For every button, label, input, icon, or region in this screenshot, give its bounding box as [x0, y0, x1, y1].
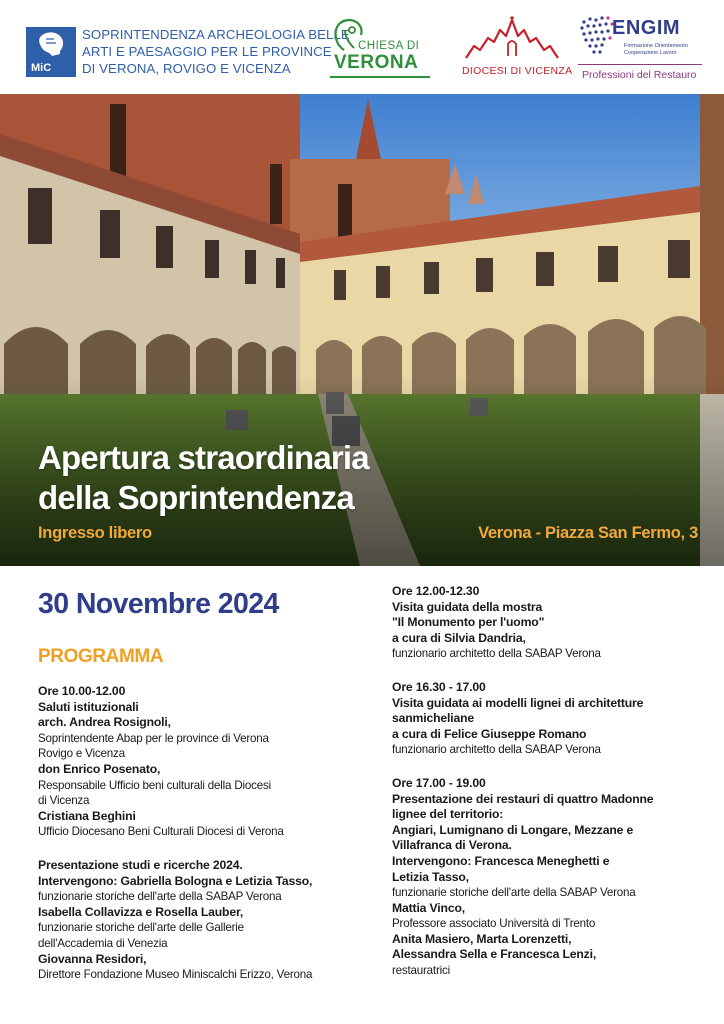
program-line-bold: Intervengono: Gabriella Bologna e Letizia Tasso, [38, 873, 313, 888]
program-line-bold: Isabella Collavizza e Rosella Lauber, [38, 904, 244, 919]
diocesi-vicenza-logo-icon [460, 16, 564, 62]
engim-subtitle: Cooperazione Lavoro [624, 50, 677, 56]
section-gap [38, 840, 368, 858]
chiesa-small-text: CHIESA DI [358, 40, 420, 52]
chiesa-underline [330, 76, 430, 78]
section-gap [392, 662, 712, 680]
program-line-detail: Ufficio Diocesano Beni Culturali Diocesi di Verona [38, 825, 284, 839]
engim-divider [578, 64, 702, 65]
sabap-line: DI VERONA, ROVIGO E VICENZA [82, 61, 291, 76]
program-line-bold: don Enrico Posenato, [38, 761, 161, 776]
event-location: Verona - Piazza San Fermo, 3 [478, 524, 698, 542]
program-line-bold: lignee del territorio: [392, 807, 504, 822]
program-line-bold: Intervengono: Francesca Meneghetti e [392, 853, 610, 868]
program-line-bold: Saluti istituzionali [38, 699, 139, 714]
program-line-detail: restauratrici [392, 964, 450, 978]
program-line-detail: di Vicenza [38, 794, 90, 808]
program-line-detail: Responsabile Ufficio beni culturali della Diocesi [38, 778, 271, 792]
program-line-detail: funzionarie storiche dell'arte delle Gallerie [38, 921, 244, 935]
program-line-bold: Ore 16.30 - 17.00 [392, 679, 486, 694]
program-line-detail: funzionarie storiche dell'arte della SABAP Verona [38, 890, 282, 904]
diocesi-text: DIOCESI DI VICENZA [462, 65, 573, 77]
sabap-name [82, 26, 350, 77]
event-date: 30 Novembre 2024 [38, 588, 279, 620]
program-line-detail: Soprintendente Abap per le province di Verona [38, 731, 269, 745]
program-line-bold: Letizia Tasso, [392, 869, 469, 884]
program-line-bold: Angiari, Lumignano di Longare, Mezzane e [392, 822, 634, 837]
hero-photo [0, 94, 724, 566]
program-line-bold: Visita guidata ai modelli lignei di architetture [392, 695, 644, 710]
engim-subtitle: Formazione Orientamento [624, 43, 688, 49]
ingresso-libero: Ingresso libero [38, 524, 152, 542]
engim-title: ENGIM [612, 17, 681, 39]
program-line-bold: Cristiana Beghini [38, 808, 136, 823]
mic-logo [26, 27, 76, 77]
program-line-detail: funzionario architetto della SABAP Verona [392, 647, 601, 661]
sabap-line: SOPRINTENDENZA ARCHEOLOGIA BELLE [82, 27, 350, 42]
program-line-bold: Ore 10.00-12.00 [38, 684, 126, 698]
program-line-detail: Direttore Fondazione Museo Miniscalchi Erizzo, Verona [38, 968, 313, 982]
sabap-line: ARTI E PAESAGGIO PER LE PROVINCE [82, 44, 332, 59]
chiesa-big-text: VERONA [334, 52, 419, 73]
program-line-bold: Visita guidata della mostra [392, 599, 543, 614]
program-line-bold: Presentazione dei restauri di quattro Madonne [392, 791, 654, 806]
diocesi-vicenza-logo [460, 16, 573, 80]
program-right-column [392, 584, 712, 979]
chiesa-verona-logo [326, 18, 434, 80]
section-gap [392, 758, 712, 776]
program-line-detail: funzionario architetto della SABAP Verona [392, 743, 601, 757]
program-line-detail: Rovigo e Vicenza [38, 747, 125, 761]
program-line-detail: funzionarie storiche dell'arte della SABAP Verona [392, 886, 636, 900]
programma-heading: PROGRAMMA [38, 646, 164, 667]
program-left-column [38, 684, 368, 983]
hero-title-line: della Soprintendenza [38, 479, 354, 516]
program-line-bold: Mattia Vinco, [392, 900, 465, 915]
program-line-bold: Ore 12.00-12.30 [392, 584, 480, 598]
program-line-detail: dell'Accademia di Venezia [38, 936, 168, 950]
mic-label: MiC [31, 62, 52, 74]
engim-professioni: Professioni del Restauro [582, 69, 697, 81]
header-logos [0, 0, 724, 94]
engim-logo [578, 14, 702, 84]
program-line-bold: Villafranca di Verona. [392, 838, 512, 853]
program-line-bold: arch. Andrea Rosignoli, [38, 715, 171, 730]
program-line-detail: Professore associato Università di Trento [392, 917, 596, 931]
program-line-bold: Anita Masiero, Marta Lorenzetti, [392, 931, 572, 946]
program-line-bold: Giovanna Residori, [38, 951, 147, 966]
program-line-bold: a cura di Silvia Dandria, [392, 630, 526, 645]
program-line-bold: a cura di Felice Giuseppe Romano [392, 726, 587, 741]
program-line-bold: Presentazione studi e ricerche 2024. [38, 857, 243, 872]
program-line-bold: Alessandra Sella e Francesca Lenzi, [392, 947, 597, 962]
program-line-bold: sanmicheliane [392, 711, 475, 726]
program-line-bold: "Il Monumento per l'uomo" [392, 615, 545, 630]
program-line-bold: Ore 17.00 - 19.00 [392, 775, 486, 790]
hero-title-line: Apertura straordinaria [38, 439, 369, 476]
hero-title [38, 438, 369, 518]
mic-logo-icon [32, 30, 70, 62]
